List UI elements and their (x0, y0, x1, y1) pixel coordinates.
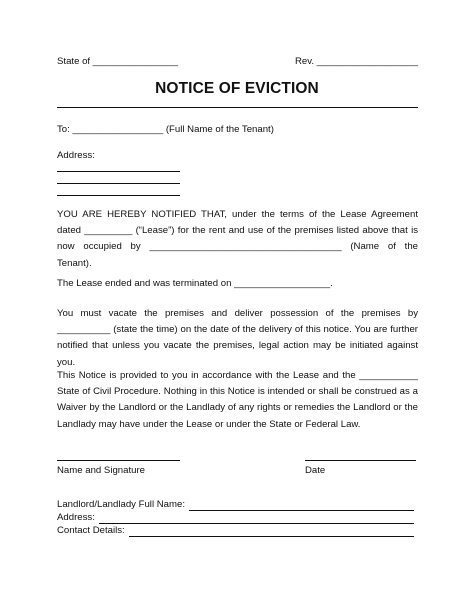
date-line (305, 460, 416, 461)
vacate-paragraph: You must vacate the premises and deliver possession of the premises by __________ (state the time) on the date of the delivery of this notice. You are further notified that unless you vacate the premises, legal action may be initiated against you. (57, 308, 418, 368)
legal-paragraph: This Notice is provided to you in accordance with the Lease and the ___________ State of Civil Procedure. Nothing in this Notice is intended or shall be construed as a Waiver by the Landlord or the Landlady of any rights or remedies the Landlord or the Landlady may have under the Lease or under the State or Federal Law. (57, 370, 418, 430)
landlord-contact-label: Contact Details: (57, 525, 125, 536)
tenant-address-line-1 (57, 171, 180, 172)
title-divider (57, 107, 418, 108)
landlord-name-row (57, 499, 414, 511)
tenant-address-line-2 (57, 183, 180, 184)
notice-paragraph: YOU ARE HEREBY NOTIFIED THAT, under the terms of the Lease Agreement dated _________ (“Lease”) for the rent and use of the premises listed above that is now occupied by ____________________________________ (Name of the Tenant). (57, 209, 418, 269)
state-of-field: State of ________________ (57, 56, 179, 67)
landlord-contact-row (57, 525, 414, 537)
signature-line (57, 460, 180, 461)
landlord-address-line (99, 514, 414, 524)
landlord-contact-line (129, 527, 414, 537)
termination-paragraph: The Lease ended and was terminated on __________________. (57, 278, 333, 289)
tenant-name-field: To: _________________ (Full Name of the Tenant) (57, 124, 274, 135)
date-label: Date (305, 465, 326, 476)
document-title: NOTICE OF EVICTION (155, 80, 319, 97)
landlord-address-row (57, 512, 414, 524)
landlord-address-label: Address: (57, 512, 95, 523)
tenant-address-line-3 (57, 195, 180, 196)
name-signature-label: Name and Signature (57, 465, 145, 476)
revision-field: Rev. ___________________ (295, 56, 419, 67)
landlord-name-line (189, 501, 414, 511)
tenant-address-label: Address: (57, 150, 95, 161)
landlord-name-label: Landlord/Landlady Full Name: (57, 499, 185, 510)
